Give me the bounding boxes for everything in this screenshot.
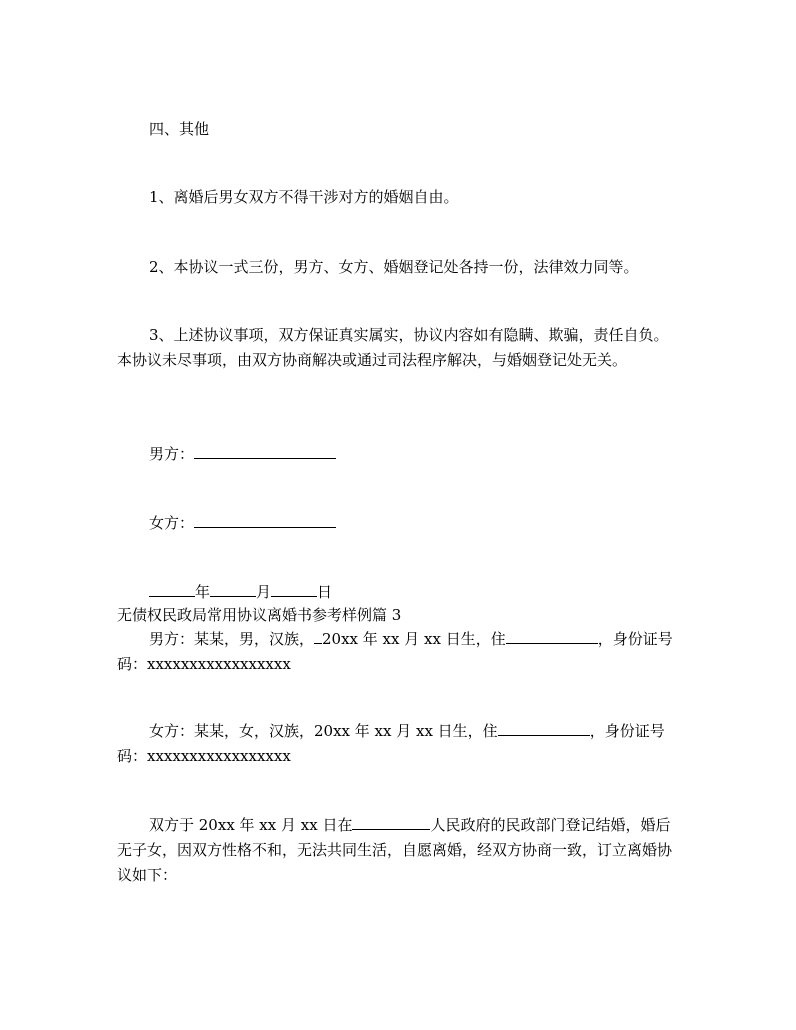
female-signature-blank[interactable] xyxy=(194,513,336,528)
female-signature-label: 女方： xyxy=(149,514,195,532)
female-signature-line xyxy=(149,511,714,536)
female-info-prefix: 女方：某某，女，汉族，20xx 年 xx 月 xx 日生，住 xyxy=(149,722,498,740)
male-signature-line xyxy=(149,442,714,467)
male-info-birth: 20xx 年 xx 月 xx 日生，住 xyxy=(322,630,506,648)
month-label: 月 xyxy=(256,583,272,601)
female-info-suffix: ，身份证号码：xxxxxxxxxxxxxxxxx xyxy=(117,722,665,765)
clause-3: 3、上述协议事项，双方保证真实属实，协议内容如有隐瞒、欺骗，责任自负。本协议未尽事项，由双方协商解决或通过司法程序解决，与婚姻登记处无关。 xyxy=(117,326,669,369)
year-blank[interactable] xyxy=(149,582,195,597)
female-info xyxy=(117,719,682,769)
clause-1: 1、离婚后男女双方不得干涉对方的婚姻自由。 xyxy=(149,188,459,206)
article-title: 无债权民政局常用协议离婚书参考样例篇 3 xyxy=(117,606,402,624)
marriage-prefix: 双方于 20xx 年 xx 月 xx 日在 xyxy=(149,816,353,834)
male-info xyxy=(117,627,682,677)
date-line xyxy=(149,580,714,605)
clause-2: 2、本协议一式三份，男方、女方、婚姻登记处各持一份，法律效力同等。 xyxy=(149,258,639,276)
male-address-blank[interactable] xyxy=(506,629,598,644)
marriage-suffix: 人民政府的民政部门登记结婚，婚后无子女，因双方性格不和，无法共同生活，自愿离婚，经双方协商一致，订立离婚协议如下： xyxy=(117,816,673,884)
female-address-blank[interactable] xyxy=(498,721,590,736)
month-blank[interactable] xyxy=(210,582,256,597)
male-signature-label: 男方： xyxy=(149,445,195,463)
registration-place-blank[interactable] xyxy=(352,815,430,830)
marriage-statement xyxy=(117,813,682,888)
day-label: 日 xyxy=(317,583,333,601)
male-signature-blank[interactable] xyxy=(194,444,336,459)
male-info-suffix: ，身份证号码：xxxxxxxxxxxxxxxxx xyxy=(117,630,673,673)
year-label: 年 xyxy=(195,583,211,601)
male-pre-birth-blank[interactable] xyxy=(314,629,322,644)
male-info-prefix: 男方：某某，男，汉族， xyxy=(149,630,315,648)
section-heading: 四、其他 xyxy=(149,120,210,138)
day-blank[interactable] xyxy=(271,582,317,597)
